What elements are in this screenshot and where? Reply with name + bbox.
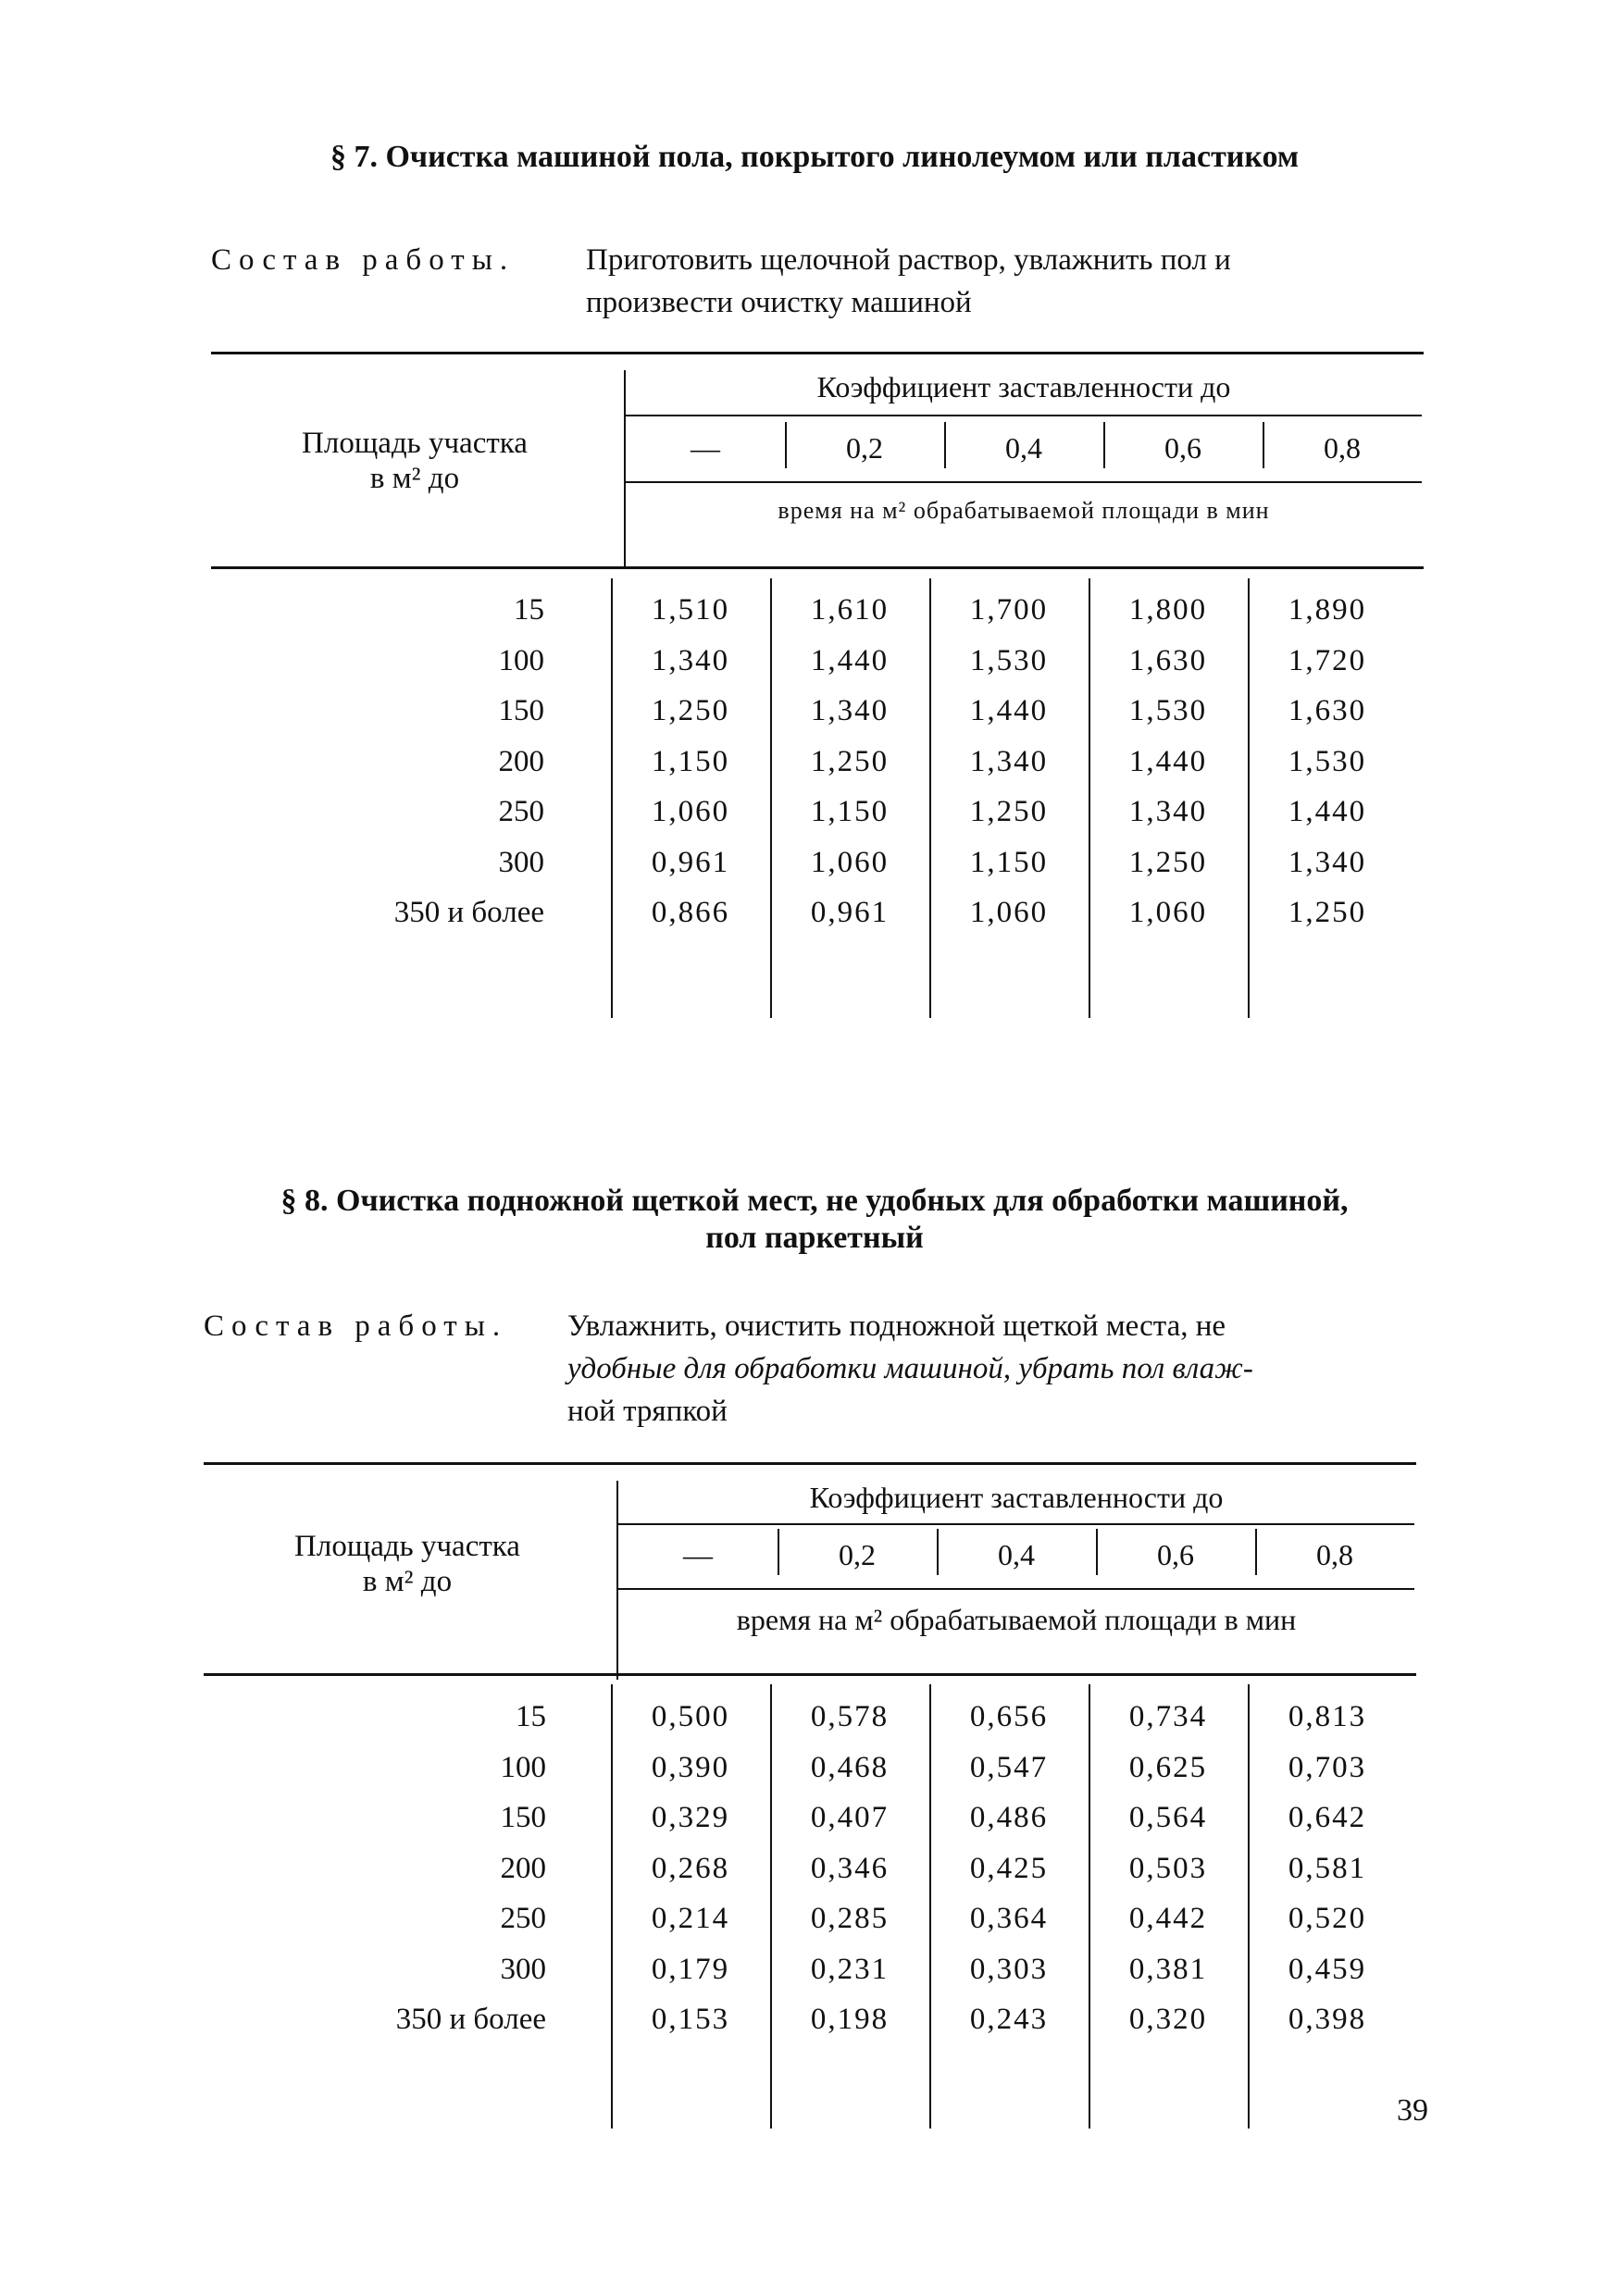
unit-rule <box>618 1588 1414 1590</box>
row-value: 0,231 <box>810 1952 890 1986</box>
row-value: 0,813 <box>1288 1700 1367 1733</box>
header-bottom-rule <box>211 566 1424 569</box>
row-value: 1,340 <box>1288 845 1367 879</box>
row-value: 1,630 <box>1288 694 1367 727</box>
row-value: 1,530 <box>1288 744 1367 778</box>
row-value: 1,250 <box>1288 896 1367 929</box>
unit-header: время на м² обрабатываемой площади в мин <box>736 1603 1297 1636</box>
coef-col: 0,4 <box>1005 431 1042 465</box>
row-value: 1,060 <box>1128 896 1208 929</box>
row-value: 0,214 <box>651 1902 730 1935</box>
composition-label: Состав работы. <box>211 243 516 277</box>
coef-col: 0,6 <box>1164 431 1201 465</box>
area-header-line: в м² до <box>362 1565 453 1598</box>
row-value: 1,800 <box>1128 593 1208 627</box>
row-area: 200 <box>500 1851 546 1885</box>
row-value: 1,720 <box>1288 643 1367 677</box>
area-header-line: Площадь участка <box>302 427 528 460</box>
row-area: 150 <box>500 1801 546 1834</box>
unit-header: время на м² обрабатываемой площади в мин <box>778 497 1270 524</box>
row-value: 0,320 <box>1128 2003 1208 2036</box>
composition-line: ной тряпкой <box>567 1395 728 1428</box>
row-value: 0,642 <box>1288 1801 1367 1834</box>
table-top-rule <box>204 1462 1416 1465</box>
section-7-composition <box>211 239 1433 331</box>
row-value: 0,364 <box>969 1902 1049 1935</box>
row-area: 250 <box>500 1902 546 1935</box>
row-area: 300 <box>498 845 544 879</box>
row-area: 100 <box>500 1750 546 1784</box>
composition-line: Увлажнить, очистить подножной щеткой места, не <box>567 1309 1226 1343</box>
row-value: 1,700 <box>969 593 1049 627</box>
row-value: 1,150 <box>810 795 890 828</box>
composition-line: удобные для обработки машиной, убрать пол влаж- <box>567 1352 1253 1385</box>
row-value: 0,407 <box>810 1801 890 1834</box>
row-value: 1,440 <box>969 694 1049 727</box>
row-value: 1,060 <box>969 896 1049 929</box>
row-value: 0,703 <box>1288 1750 1367 1784</box>
coef-col: 0,2 <box>839 1538 876 1571</box>
row-area: 200 <box>498 744 544 778</box>
coef-col: 0,6 <box>1157 1538 1194 1571</box>
composition-line: Приготовить щелочной раствор, увлажнить пол и <box>586 243 1231 277</box>
composition-text <box>586 239 1428 324</box>
row-area: 100 <box>498 643 544 677</box>
composition-text <box>567 1305 1410 1433</box>
header-bottom-rule <box>204 1673 1416 1676</box>
row-value: 0,346 <box>810 1851 890 1885</box>
row-value: 1,340 <box>651 643 730 677</box>
row-value: 0,734 <box>1128 1700 1208 1733</box>
row-value: 0,520 <box>1288 1902 1367 1935</box>
row-value: 0,486 <box>969 1801 1049 1834</box>
row-value: 0,390 <box>651 1750 730 1784</box>
row-value: 0,425 <box>969 1851 1049 1885</box>
row-value: 0,503 <box>1128 1851 1208 1885</box>
row-value: 1,630 <box>1128 643 1208 677</box>
row-area: 300 <box>500 1952 546 1986</box>
coef-col: — <box>683 1538 713 1571</box>
row-value: 0,198 <box>810 2003 890 2036</box>
row-value: 1,440 <box>1128 744 1208 778</box>
row-value: 0,547 <box>969 1750 1049 1784</box>
row-value: 0,625 <box>1128 1750 1208 1784</box>
coef-col: 0,8 <box>1316 1538 1353 1571</box>
row-value: 1,440 <box>1288 795 1367 828</box>
row-value: 1,250 <box>1128 845 1208 879</box>
row-value: 1,610 <box>810 593 890 627</box>
section-7-table <box>211 352 1424 1018</box>
coef-col: — <box>691 431 720 465</box>
row-value: 0,564 <box>1128 1801 1208 1834</box>
row-value: 1,250 <box>969 795 1049 828</box>
section-8-title <box>185 1183 1444 1257</box>
row-value: 0,866 <box>651 896 730 929</box>
section-8-composition <box>204 1305 1433 1434</box>
row-value: 0,381 <box>1128 1952 1208 1986</box>
coef-rule <box>618 1523 1414 1525</box>
row-value: 0,153 <box>651 2003 730 2036</box>
row-value: 1,440 <box>810 643 890 677</box>
row-value: 1,530 <box>1128 694 1208 727</box>
row-value: 1,530 <box>969 643 1049 677</box>
row-value: 0,468 <box>810 1750 890 1784</box>
composition-label: Состав работы. <box>204 1309 508 1343</box>
row-value: 0,268 <box>651 1851 730 1885</box>
coef-rule <box>626 415 1422 416</box>
section-8-table <box>204 1462 1416 2128</box>
row-value: 0,442 <box>1128 1902 1208 1935</box>
row-value: 1,890 <box>1288 593 1367 627</box>
section-7-title <box>185 139 1444 176</box>
row-value: 1,250 <box>651 694 730 727</box>
row-value: 0,303 <box>969 1952 1049 1986</box>
section-7-title-line: § 7. Очистка машиной пола, покрытого линолеумом или пластиком <box>330 140 1300 174</box>
coef-col: 0,8 <box>1324 431 1361 465</box>
row-value: 1,150 <box>651 744 730 778</box>
row-value: 0,500 <box>651 1700 730 1733</box>
coef-col: 0,4 <box>998 1538 1035 1571</box>
composition-line: произвести очистку машиной <box>586 286 972 319</box>
page-number: 39 <box>1397 2093 1428 2128</box>
row-value: 1,060 <box>651 795 730 828</box>
section-8-title-line: § 8. Очистка подножной щеткой мест, не удобных для обработки машиной, <box>280 1184 1349 1218</box>
coef-col: 0,2 <box>846 431 883 465</box>
row-value: 0,243 <box>969 2003 1049 2036</box>
row-area: 150 <box>498 694 544 727</box>
row-area: 15 <box>514 593 544 627</box>
area-header-line: Площадь участка <box>294 1530 520 1563</box>
row-value: 1,060 <box>810 845 890 879</box>
row-value: 1,340 <box>810 694 890 727</box>
row-value: 0,179 <box>651 1952 730 1986</box>
row-value: 0,459 <box>1288 1952 1367 1986</box>
table-top-rule <box>211 352 1424 354</box>
row-value: 0,285 <box>810 1902 890 1935</box>
row-value: 1,510 <box>651 593 730 627</box>
row-value: 1,250 <box>810 744 890 778</box>
row-area: 250 <box>498 795 544 828</box>
area-header-line: в м² до <box>369 462 460 495</box>
coef-header: Коэффициент заставленности до <box>809 1481 1224 1514</box>
row-value: 0,961 <box>651 845 730 879</box>
row-value: 0,329 <box>651 1801 730 1834</box>
row-value: 1,340 <box>969 744 1049 778</box>
row-value: 1,150 <box>969 845 1049 879</box>
area-header <box>211 426 618 496</box>
row-value: 0,398 <box>1288 2003 1367 2036</box>
section-8-title-line: пол паркетный <box>705 1221 924 1255</box>
row-area: 350 и более <box>393 896 544 929</box>
row-area: 350 и более <box>395 2003 546 2036</box>
coef-header: Коэффициент заставленности до <box>816 370 1231 403</box>
row-value: 1,340 <box>1128 795 1208 828</box>
row-value: 0,578 <box>810 1700 890 1733</box>
row-area: 15 <box>516 1700 546 1733</box>
row-value: 0,656 <box>969 1700 1049 1733</box>
row-value: 0,581 <box>1288 1851 1367 1885</box>
unit-rule <box>626 481 1422 483</box>
area-header <box>204 1529 611 1599</box>
row-value: 0,961 <box>810 896 890 929</box>
